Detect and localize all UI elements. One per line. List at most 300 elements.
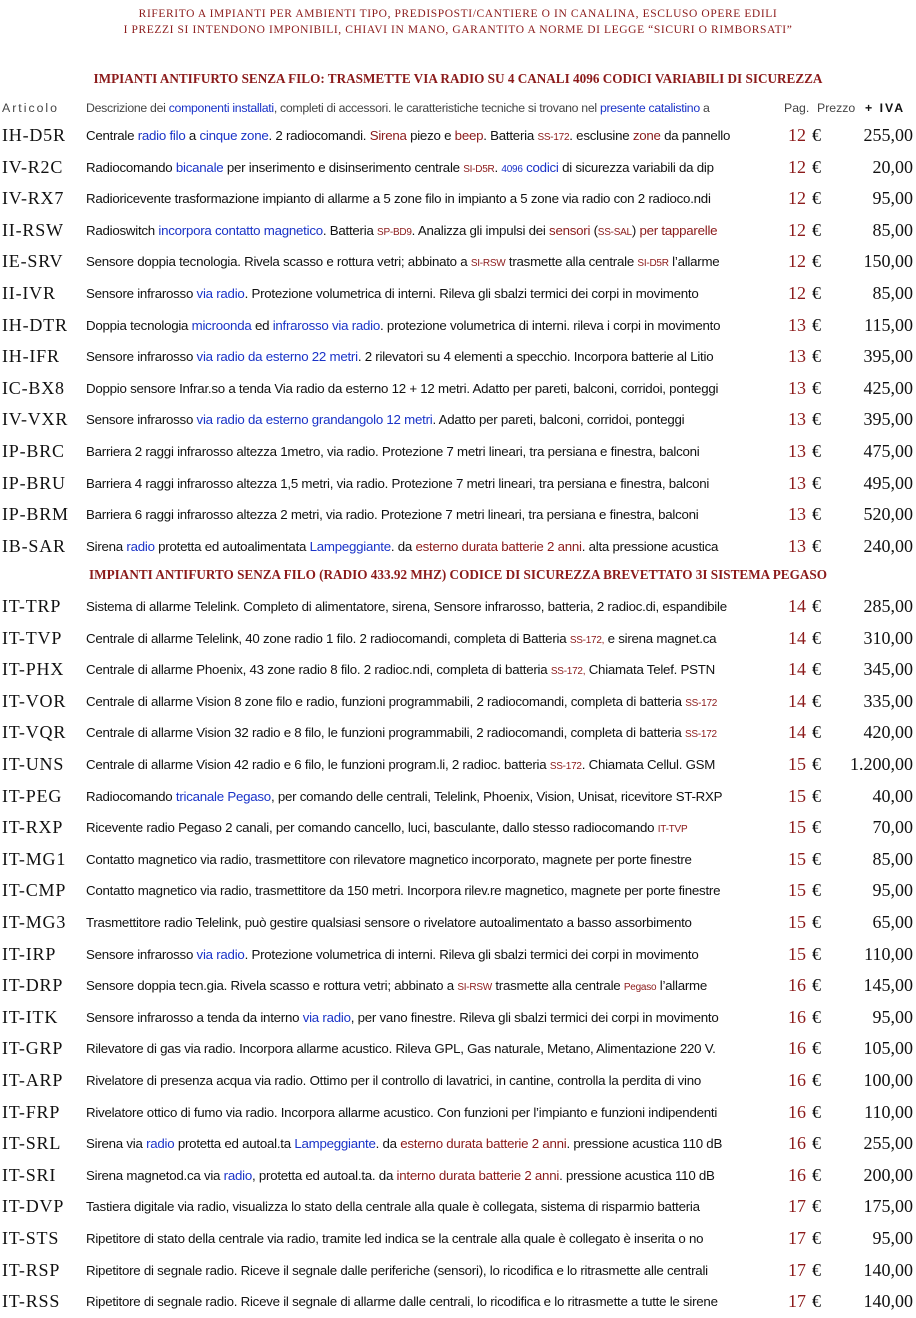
table-row: [0, 1287, 916, 1318]
description-segment: Sensore infrarosso: [86, 412, 197, 428]
article-code: IT-MG1: [2, 848, 67, 869]
euro-sign: €: [812, 283, 821, 303]
article-code: IT-SRL: [2, 1133, 62, 1154]
euro-sign: €: [812, 880, 821, 901]
catalog-page: 15: [788, 943, 806, 964]
article-description: [86, 539, 782, 554]
article-description: [86, 1294, 782, 1309]
description-segment: protetta ed autoalimentata: [154, 538, 310, 554]
catalog-page: 13: [788, 346, 806, 367]
description-segment: Radioricevente trasformazione impianto di allarme a 5 zone filo in impianto a 5 zone via radio con 2 radioco.ndi: [86, 191, 711, 207]
catalog-page: 13: [788, 441, 806, 461]
euro-sign: €: [812, 848, 821, 869]
euro-sign: €: [812, 1196, 821, 1217]
article-code: IV-R2C: [2, 156, 64, 177]
table-row: [0, 971, 916, 1002]
table-row: [0, 908, 916, 939]
section-title-1: IMPIANTI ANTIFURTO SENZA FILO: TRASMETTE VIA RADIO SU 4 CANALI 4096 CODICI VARIABILI DI SICUREZZA: [93, 71, 823, 86]
euro-sign: €: [812, 1164, 821, 1185]
article-description: [86, 883, 782, 898]
euro-sign: €: [812, 659, 821, 680]
description-segment: trasmette alla centrale: [505, 254, 638, 270]
article-code: II-IVR: [2, 283, 56, 303]
description-segment: Lampeggiante: [309, 538, 391, 554]
article-code: IH-DTR: [2, 314, 68, 335]
article-code: IT-DVP: [2, 1196, 65, 1217]
table-row: [0, 532, 916, 563]
table-row: [0, 121, 916, 152]
table-row: [0, 342, 916, 373]
table-row: [0, 153, 916, 184]
euro-sign: €: [812, 754, 821, 774]
catalog-page: 13: [788, 504, 806, 525]
table-row: [0, 750, 916, 781]
article-code: IT-DRP: [2, 975, 64, 996]
catalog-page: 13: [788, 377, 806, 398]
catalog-page: 15: [788, 817, 806, 838]
table-row: [0, 687, 916, 718]
euro-sign: €: [812, 219, 821, 240]
description-segment: , per vano finestre. Rileva gli sbalzi termici dei corpi in movimento: [350, 1009, 719, 1025]
description-segment: .: [494, 159, 502, 175]
table-row: [0, 1034, 916, 1065]
article-code: IT-RSP: [2, 1259, 61, 1280]
description-segment: . Protezione volumetrica di interni. Rileva gli sbalzi termici dei corpi in movimento: [244, 946, 699, 962]
description-segment: SS-172,: [550, 666, 586, 678]
article-code: IT-TRP: [2, 596, 62, 616]
description-segment: via radio: [302, 1009, 351, 1025]
catalog-page: 15: [788, 880, 806, 901]
price: 100,00: [863, 1070, 913, 1090]
catalog-page: 12: [788, 283, 806, 303]
article-code: IT-ARP: [2, 1070, 64, 1090]
column-headers: [0, 101, 916, 119]
table-row: [0, 718, 916, 749]
description-segment: Pegaso: [623, 982, 657, 994]
catalog-page: 14: [788, 659, 806, 680]
article-code: IV-VXR: [2, 409, 69, 430]
table-row: [0, 813, 916, 844]
description-segment: Sirena magnetod.ca via: [86, 1167, 224, 1183]
price: 335,00: [863, 690, 913, 711]
price: 475,00: [863, 441, 913, 461]
catalog-page: 13: [788, 314, 806, 335]
description-segment: (: [590, 222, 598, 238]
article-description: [86, 915, 782, 930]
article-code: IT-IRP: [2, 943, 57, 964]
description-segment: , protetta ed autoal.ta. da: [251, 1167, 397, 1183]
table-row: [0, 405, 916, 436]
table-row: [0, 1003, 916, 1034]
price: 285,00: [863, 596, 913, 616]
price: 1.200,00: [850, 754, 913, 774]
description-segment: SS-172: [549, 761, 582, 772]
euro-sign: €: [812, 817, 821, 838]
description-segment: Barriera 2 raggi infrarosso altezza 1metro, via radio. Protezione 7 metri lineari, tra persiana e finestra, balconi: [86, 444, 700, 459]
description-segment: Sistema di allarme Telelink. Completo di alimentatore, sirena, Sensore infrarosso, batteria, 2 radioc.di, espandibile: [86, 599, 727, 614]
description-segment: tricanale Pegaso: [175, 788, 271, 804]
price: 95,00: [872, 188, 913, 209]
description-segment: da pannello: [660, 128, 731, 143]
description-segment: ): [631, 222, 640, 238]
euro-sign: €: [812, 1038, 821, 1059]
euro-sign: €: [812, 1259, 821, 1280]
price: 85,00: [872, 848, 913, 869]
table-row: [0, 247, 916, 278]
article-code: IC-BX8: [2, 377, 65, 398]
description-segment: radio: [146, 1136, 175, 1152]
description-segment: Contatto magnetico via radio, trasmettitore con rilevatore magnetico incorporato, magnete per porte finestre: [86, 851, 692, 867]
description-segment: Barriera 4 raggi infrarosso altezza 1,5 metri, via radio. Protezione 7 metri lineari, tra persiana e finestra, balconi: [86, 475, 710, 491]
article-code: IV-RX7: [2, 188, 65, 209]
description-segment: Rivelatore di presenza acqua via radio. Ottimo per il controllo di lavatrici, in cantine, controlla la perdita di vino: [86, 1073, 701, 1088]
article-description: [86, 947, 782, 962]
description-segment: via radio: [196, 946, 245, 962]
article-code: IT-UNS: [2, 754, 65, 774]
article-description: [86, 1168, 782, 1183]
price: 85,00: [872, 219, 913, 240]
article-code: IT-STS: [2, 1228, 60, 1248]
col-pag: Pag.: [784, 101, 810, 115]
article-code: IT-RSS: [2, 1291, 61, 1312]
article-description: [86, 128, 782, 143]
article-description: [86, 694, 782, 709]
catalog-page: 15: [788, 754, 806, 774]
description-segment: cinque zone: [199, 128, 269, 143]
description-segment: Ripetitore di segnale radio. Riceve il segnale dalle periferiche (sensori), lo ricodifica e lo ritrasmette alle centrali: [86, 1262, 708, 1278]
section-title-2: IMPIANTI ANTIFURTO SENZA FILO (RADIO 433.92 MHZ) CODICE DI SICUREZZA BREVETTATO 3I SISTEMA PEGASO: [89, 567, 827, 582]
article-description: [86, 1231, 782, 1246]
price: 420,00: [863, 722, 913, 743]
euro-sign: €: [812, 346, 821, 367]
table-row: [0, 279, 916, 310]
article-description: [86, 412, 782, 427]
article-code: IT-MG3: [2, 912, 67, 932]
description-segment: per tapparelle: [639, 222, 718, 238]
article-code: IE-SRV: [2, 251, 64, 272]
table-row: [0, 1256, 916, 1287]
description-segment: Sirena: [86, 538, 127, 554]
euro-sign: €: [812, 975, 821, 996]
article-code: IP-BRU: [2, 472, 66, 493]
euro-sign: €: [812, 627, 821, 648]
description-segment: Sirena: [369, 128, 407, 143]
description-segment: Sensore infrarosso a tenda da interno: [86, 1009, 303, 1025]
col-prezzo: Prezzo: [817, 101, 856, 115]
description-segment: . Chiamata Cellul. GSM: [581, 757, 716, 772]
euro-sign: €: [812, 785, 821, 806]
description-segment: . Adatto per pareti, balconi, corridoi, ponteggi: [432, 412, 685, 428]
euro-sign: €: [812, 943, 821, 964]
description-segment: . Batteria: [483, 128, 538, 143]
description-segment: Barriera 6 raggi infrarosso altezza 2 metri, via radio. Protezione 7 metri lineari, tra persiana e finestra, balconi: [86, 507, 699, 523]
catalog-page: 13: [788, 472, 806, 493]
euro-sign: €: [812, 1291, 821, 1312]
description-segment: Ripetitore di stato della centrale via radio, tramite led indica se la centrale alla quale è collegato è inserita o no: [86, 1231, 704, 1246]
header-line-1: RIFERITO A IMPIANTI PER AMBIENTI TIPO, PREDISPOSTI/CANTIERE O IN CANALINA, ESCLUSO OPERE EDILI: [138, 8, 778, 20]
description-segment: . pressione acustica 110 dB: [559, 1167, 715, 1183]
table-row: [0, 1066, 916, 1097]
table-row: [0, 500, 916, 531]
article-code: IT-RXP: [2, 817, 64, 838]
description-segment: SS-172: [685, 729, 717, 741]
article-code: IB-SAR: [2, 535, 66, 556]
description-segment: . 2 radiocomandi.: [268, 128, 370, 143]
article-code: IT-VQR: [2, 722, 67, 743]
col-descrizione: Descrizione dei componenti installati, completi di accessori. le caratteristiche tecniche si trovano nel presente catalistino a: [86, 101, 710, 115]
description-segment: Sensore infrarosso: [86, 946, 197, 962]
description-segment: SI-D5R: [637, 258, 669, 270]
article-description: [86, 631, 782, 646]
description-segment: zone: [632, 128, 661, 143]
article-description: [86, 349, 782, 364]
article-description: [86, 1263, 782, 1278]
description-segment: Centrale di allarme Vision 32 radio e 8 filo, le funzioni programmabili, 2 radiocomandi, completa di batteria: [86, 725, 686, 741]
description-segment: Sensore doppia tecn.gia. Rivela scasso e rottura vetri; abbinato a: [86, 978, 458, 994]
article-description: [86, 1073, 782, 1088]
article-code: IT-PEG: [2, 785, 63, 806]
article-description: [86, 852, 782, 867]
article-description: [86, 318, 782, 333]
price: 395,00: [863, 409, 913, 430]
description-segment: esterno durata batterie 2 anni: [415, 538, 582, 554]
article-code: IP-BRM: [2, 504, 69, 525]
description-segment: via radio: [196, 286, 245, 301]
price: 95,00: [872, 1006, 913, 1027]
table-row: [0, 655, 916, 686]
price: 95,00: [872, 880, 913, 901]
col-articolo: Articolo: [2, 101, 60, 115]
article-code: II-RSW: [2, 219, 64, 240]
catalog-page: 13: [788, 409, 806, 430]
price: 110,00: [864, 943, 913, 964]
catalog-page: 17: [788, 1259, 806, 1280]
catalog-page: 12: [788, 219, 806, 240]
article-description: [86, 381, 782, 396]
description-segment: a: [185, 128, 200, 143]
price: 310,00: [863, 627, 913, 648]
description-segment: SS-172: [537, 132, 570, 143]
description-segment: Sensore doppia tecnologia. Rivela scasso e rottura vetri; abbinato a: [86, 254, 471, 270]
euro-sign: €: [812, 504, 821, 525]
euro-sign: €: [812, 1228, 821, 1248]
description-segment: radio: [223, 1167, 252, 1183]
col-iva: + IVA: [865, 101, 906, 115]
euro-sign: €: [812, 690, 821, 711]
table-row: [0, 311, 916, 342]
description-segment: esterno durata batterie 2 anni: [400, 1136, 567, 1152]
description-segment: radio filo: [137, 128, 186, 143]
description-segment: SS-172,: [569, 634, 605, 646]
description-segment: . alta pressione acustica: [581, 538, 719, 554]
article-description: [86, 1136, 782, 1151]
article-description: [86, 507, 782, 522]
article-code: IP-BRC: [2, 441, 65, 461]
catalog-page: 15: [788, 912, 806, 932]
description-segment: trasmette alla centrale: [491, 978, 624, 994]
catalog-page: 12: [788, 188, 806, 209]
description-segment: , per comando delle centrali, Telelink, Phoenix, Vision, Unisat, ricevitore ST-RXP: [270, 788, 723, 804]
price: 395,00: [863, 346, 913, 367]
price: 95,00: [872, 1228, 913, 1248]
table-row: [0, 1129, 916, 1160]
article-code: IT-VOR: [2, 690, 67, 711]
table-row: [0, 1192, 916, 1223]
catalog-page: 14: [788, 596, 806, 616]
table-row: [0, 782, 916, 813]
article-description: [86, 286, 782, 301]
article-code: IH-IFR: [2, 346, 60, 367]
description-segment: Centrale di allarme Vision 42 radio e 6 filo, le funzioni program.li, 2 radioc. batteria: [86, 757, 550, 772]
description-segment: microonda: [191, 317, 252, 333]
price: 115,00: [864, 314, 913, 335]
article-description: [86, 978, 782, 993]
description-segment: protetta ed autoal.ta: [174, 1136, 295, 1152]
table-row: [0, 876, 916, 907]
article-description: [86, 1041, 782, 1056]
article-description: [86, 599, 782, 614]
article-code: IT-SRI: [2, 1164, 57, 1185]
description-segment: Ripetitore di segnale radio. Riceve il segnale di allarme dalle centrali, lo ricodifica e lo ritrasmette a tutte le sirene: [86, 1294, 718, 1310]
description-segment: SP-BD9: [377, 226, 412, 238]
price: 200,00: [863, 1164, 913, 1185]
article-description: [86, 1010, 782, 1025]
catalog-page: 14: [788, 627, 806, 648]
price: 105,00: [863, 1038, 913, 1059]
description-segment: Radiocomando: [86, 159, 176, 175]
catalog-page: 16: [788, 975, 806, 996]
catalog-page: 17: [788, 1291, 806, 1312]
price: 240,00: [863, 535, 913, 556]
description-segment: . da: [375, 1136, 401, 1152]
catalog-page: 16: [788, 1038, 806, 1059]
euro-sign: €: [812, 535, 821, 556]
euro-sign: €: [812, 156, 821, 177]
description-segment: SS-172: [685, 697, 718, 709]
description-segment: SI-RSW: [470, 258, 506, 270]
table-row: [0, 437, 916, 468]
description-segment: IT-TVP: [657, 824, 688, 836]
description-segment: 4096: [501, 163, 523, 175]
article-description: [86, 1199, 782, 1214]
catalog-page: 16: [788, 1070, 806, 1090]
description-segment: Sensore infrarosso: [86, 286, 197, 301]
description-segment: l’allarme: [668, 254, 720, 270]
description-segment: per inserimento e disinserimento centrale: [223, 159, 464, 175]
euro-sign: €: [812, 912, 821, 932]
catalog-page: 17: [788, 1196, 806, 1217]
description-segment: SI-RSW: [457, 982, 492, 994]
article-description: [86, 820, 782, 835]
price: 40,00: [872, 785, 913, 806]
catalog-page: 12: [788, 125, 806, 145]
table-row: [0, 1161, 916, 1192]
description-segment: Sensore infrarosso: [86, 349, 197, 365]
description-segment: Trasmettitore radio Telelink, può gestire qualsiasi sensore o rivelatore autoalimentato a basso assorbimento: [86, 915, 692, 930]
euro-sign: €: [812, 1133, 821, 1154]
description-segment: infrarosso via radio: [272, 317, 381, 333]
euro-sign: €: [812, 377, 821, 398]
description-segment: Sirena via: [86, 1136, 147, 1152]
article-code: IT-FRP: [2, 1101, 61, 1122]
description-segment: . protezione volumetrica di interni. rileva i corpi in movimento: [380, 317, 721, 333]
description-segment: . da: [390, 538, 416, 554]
euro-sign: €: [812, 314, 821, 335]
description-segment: beep: [454, 128, 484, 143]
catalog-page: 17: [788, 1228, 806, 1248]
description-segment: SS-SAL: [597, 226, 632, 238]
description-segment: . pressione acustica 110 dB: [566, 1136, 723, 1152]
catalog-page: 16: [788, 1164, 806, 1185]
description-segment: . Analizza gli impulsi dei: [411, 222, 550, 238]
price: 345,00: [863, 659, 913, 680]
article-code: IH-D5R: [2, 125, 66, 145]
catalog-page: 16: [788, 1006, 806, 1027]
description-segment: codici: [526, 159, 559, 175]
description-segment: . 2 rilevatori su 4 elementi a specchio. Incorpora batterie al Litio: [357, 349, 714, 365]
description-segment: Rivelatore ottico di fumo via radio. Incorpora allarme acustico. Con funzioni per l’impianto e funzioni indipendenti: [86, 1104, 718, 1120]
description-segment: Radioswitch: [86, 222, 159, 238]
catalog-page: 12: [788, 251, 806, 272]
description-segment: incorpora contatto magnetico: [158, 222, 323, 238]
table-row: [0, 592, 916, 623]
description-segment: e sirena magnet.ca: [604, 630, 717, 646]
euro-sign: €: [812, 251, 821, 272]
description-segment: Centrale di allarme Vision 8 zone filo e radio, funzioni programmabili, 2 radiocomandi, completa di batteria: [86, 693, 686, 709]
price: 85,00: [872, 283, 913, 303]
euro-sign: €: [812, 125, 821, 145]
price: 255,00: [863, 1133, 913, 1154]
description-segment: Doppio sensore Infrar.so a tenda Via radio da esterno 12 + 12 metri. Adatto per pareti, balconi, corridoi, ponteggi: [86, 380, 719, 396]
catalog-page: 14: [788, 722, 806, 743]
description-segment: Centrale di allarme Phoenix, 43 zone radio 8 filo. 2 radioc.ndi, completa di batteria: [86, 662, 551, 678]
description-segment: Radiocomando: [86, 788, 176, 804]
table-row: [0, 624, 916, 655]
description-segment: Chiamata Telef. PSTN: [585, 662, 715, 678]
article-code: IT-GRP: [2, 1038, 64, 1059]
description-segment: Doppia tecnologia: [86, 317, 192, 333]
price: 520,00: [863, 504, 913, 525]
table-row: [0, 216, 916, 247]
article-description: [86, 757, 782, 772]
euro-sign: €: [812, 722, 821, 743]
article-description: [86, 476, 782, 491]
description-segment: Centrale di allarme Telelink, 40 zone radio 1 filo. 2 radiocomandi, completa di Batteria: [86, 630, 570, 646]
article-code: IT-TVP: [2, 627, 63, 648]
euro-sign: €: [812, 188, 821, 209]
euro-sign: €: [812, 1070, 821, 1090]
table-row: [0, 1224, 916, 1255]
price: 425,00: [863, 377, 913, 398]
price: 175,00: [863, 1196, 913, 1217]
description-segment: via radio da esterno 22 metri: [196, 349, 358, 365]
table-row: [0, 374, 916, 405]
price: 145,00: [863, 975, 913, 996]
description-segment: via radio da esterno grandangolo 12 metri: [196, 412, 433, 428]
article-description: [86, 223, 782, 238]
article-description: [86, 662, 782, 677]
euro-sign: €: [812, 472, 821, 493]
table-row: [0, 1098, 916, 1129]
catalog-page: 14: [788, 690, 806, 711]
table-row: [0, 940, 916, 971]
price: 150,00: [863, 251, 913, 272]
price: 70,00: [872, 817, 913, 838]
article-code: IT-PHX: [2, 659, 65, 680]
article-description: [86, 444, 782, 459]
article-description: [86, 160, 782, 175]
price: 140,00: [863, 1259, 913, 1280]
